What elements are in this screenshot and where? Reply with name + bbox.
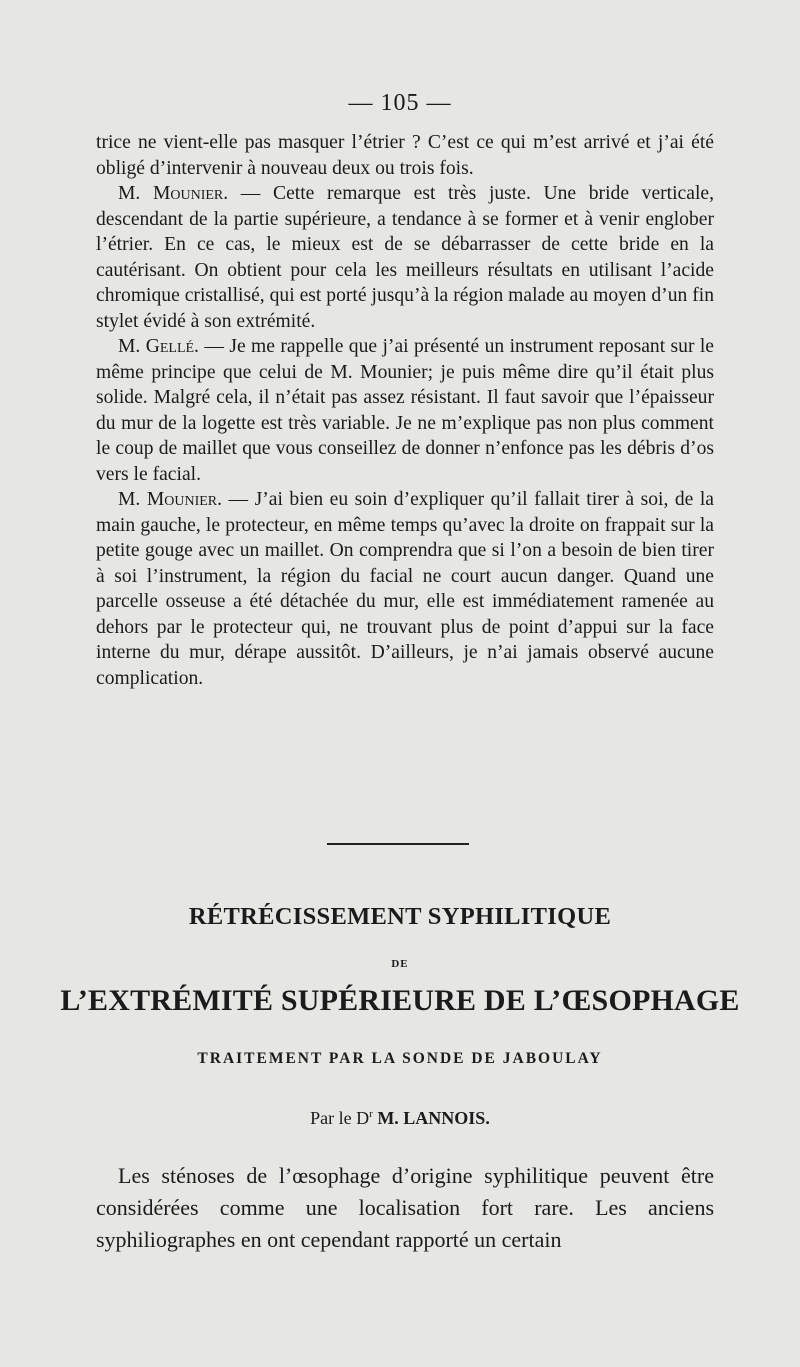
discussion-text: [96, 130, 714, 691]
speaker-name: M. Mounier.: [118, 183, 229, 204]
article-title-line1: RÉTRÉCISSEMENT SYPHILITIQUE: [188, 903, 612, 930]
paragraph-mounier-1: [96, 181, 714, 334]
paragraph-continuation: trice ne vient-elle pas masquer l’étrier ? C’est ce qui m’est arrivé et j’ai été obligé d’intervenir à nouveau deux ou trois fois.: [96, 132, 714, 179]
page-number: — 105 —: [348, 90, 452, 116]
speaker-name: M. Mounier.: [118, 489, 223, 510]
paragraph-gelle: [96, 334, 714, 487]
paragraph-mounier-2: [96, 487, 714, 691]
byline-superscript: r: [369, 1108, 373, 1120]
article-byline: [0, 1108, 800, 1129]
article-title-connector: DE: [391, 958, 409, 970]
speech-text: — Cette remarque est très juste. Une bride verticale, descendant de la partie supérieure, a tendance à se former et à venir englober l’étrier. En ce cas, le mieux est de se débarrasser de cette bride en la cautérisant. On obtient pour cela les meilleurs résultats en utilisant l’acide chromique cristallisé, qui est porté jusqu’à la région malade au moyen d’un fin stylet évidé à son extrémité.: [96, 183, 714, 332]
speech-text: — Je me rappelle que j’ai présenté un instrument reposant sur le même principe que celui de M. Mounier; je puis même dire qu’il était plus solide. Malgré cela, il n’était pas assez résistant. Il faut savoir que l’épaisseur du mur de la logette est très variable. Je ne m’explique pas non plus comment le coup de maillet que vous conseillez de donner n’enfonce pas les débris d’os vers le facial.: [96, 336, 714, 485]
speech-text: — J’ai bien eu soin d’expliquer qu’il fallait tirer à soi, de la main gauche, le protecteur, en même temps qu’avec la droite on frappait sur la petite gouge avec un maillet. On comprendra que si l’on a besoin de bien tirer à soi l’instrument, la région du facial ne court aucun danger. Quand une parcelle osseuse a été détachée du mur, elle est immédiatement ramenée au dehors par le protecteur qui, ne trouvant plus de point d’appui sur la face interne du mur, dérape aussitôt. D’ailleurs, je n’ai jamais observé aucune complication.: [96, 489, 714, 689]
speaker-name: M. Gellé.: [118, 336, 199, 357]
author-name: M. LANNOIS.: [377, 1108, 490, 1128]
intro-paragraph: Les sténoses de l’œsophage d’origine syphilitique peuvent être considérées comme une localisation fort rare. Les anciens syphiliographes en ont cependant rapporté un certain: [96, 1163, 714, 1252]
section-divider: [327, 843, 469, 845]
article-subtitle: TRAITEMENT PAR LA SONDE DE JABOULAY: [197, 1050, 603, 1067]
article-title-line2: L’EXTRÉMITÉ SUPÉRIEURE DE L’ŒSOPHAGE: [60, 984, 740, 1017]
byline-prefix: Par le D: [310, 1108, 370, 1128]
article-intro: [96, 1160, 714, 1256]
